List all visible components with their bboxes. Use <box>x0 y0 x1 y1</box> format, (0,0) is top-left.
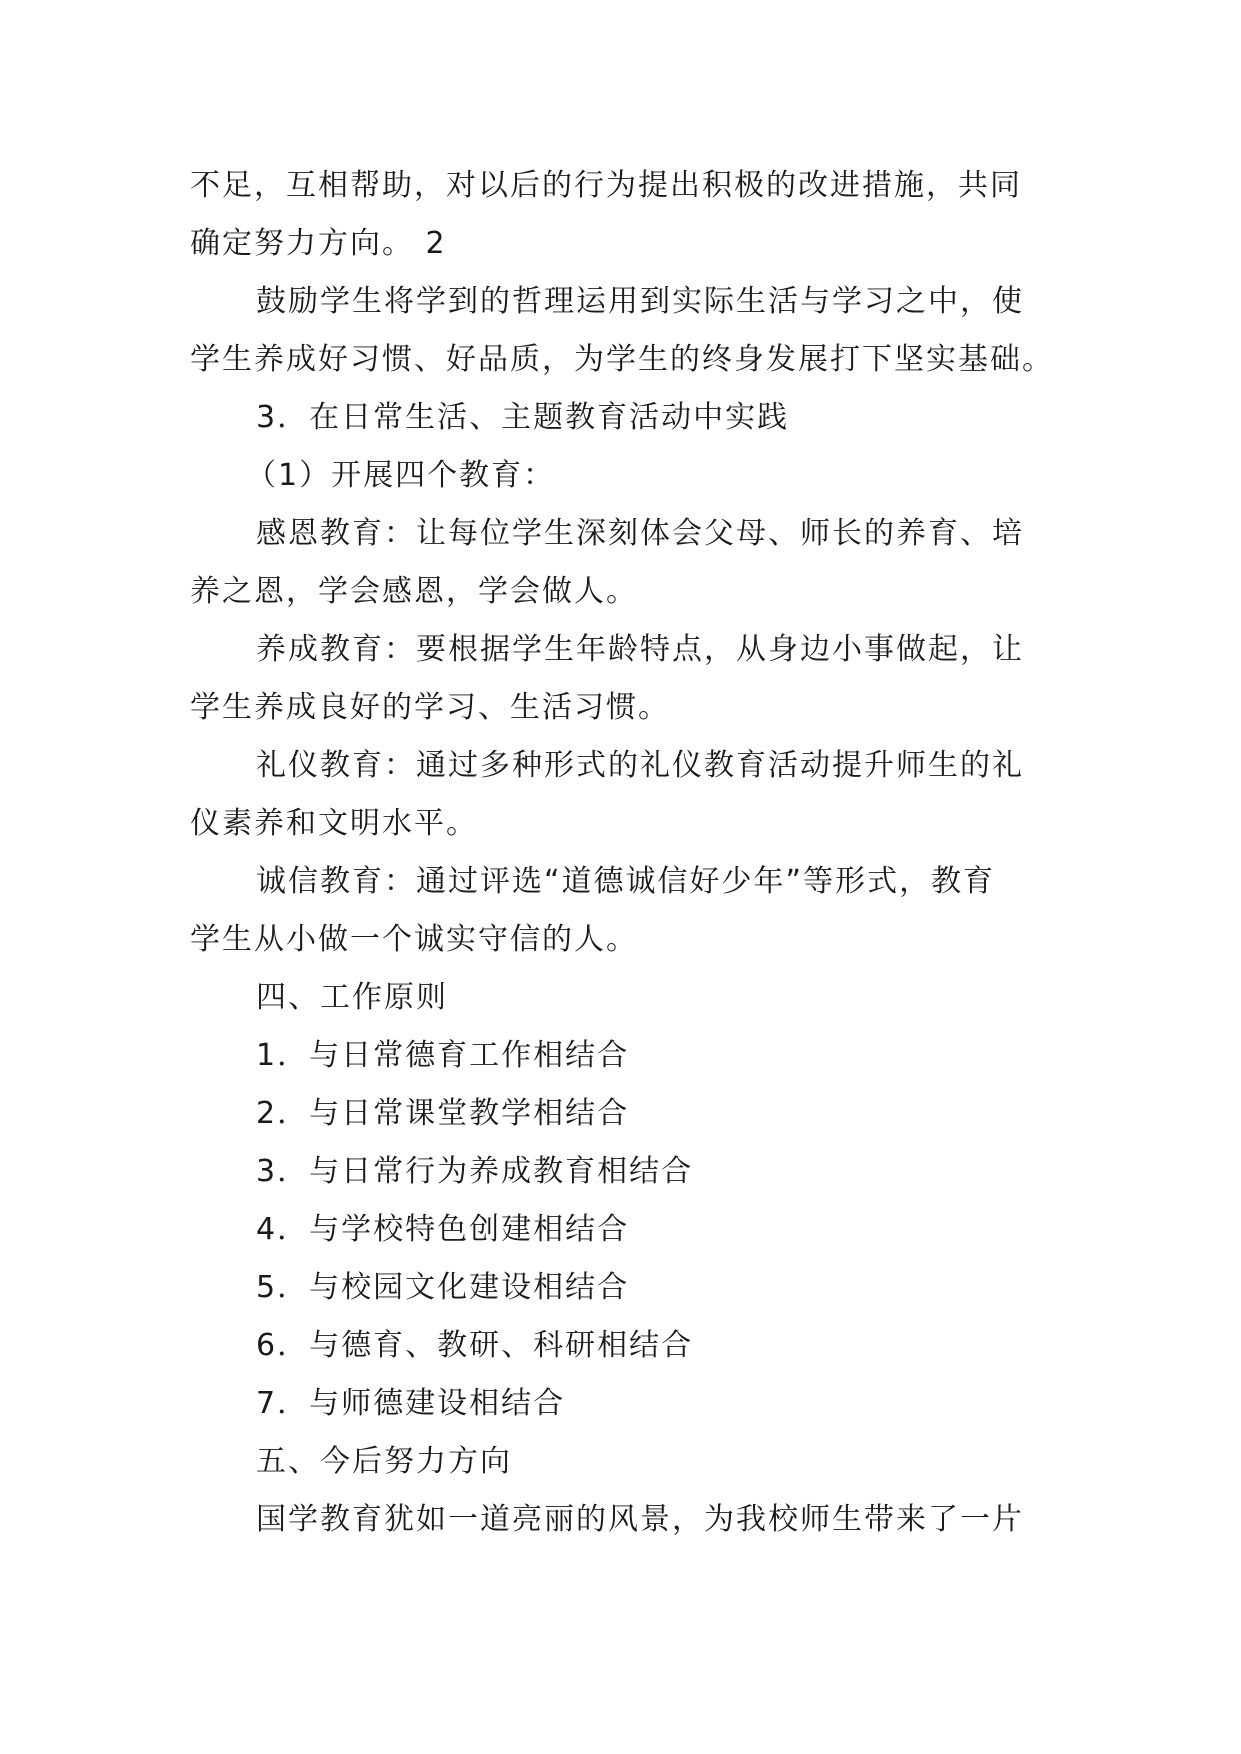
list-item: 1．与日常德育工作相结合 <box>256 1038 630 1073</box>
text-line: 确定努力方向。 2 <box>190 226 447 261</box>
section-heading: 四、工作原则 <box>256 980 448 1015</box>
text-line: 国学教育犹如一道亮丽的风景，为我校师生带来了一片 <box>256 1502 1024 1537</box>
text-line: 仪素养和文明水平。 <box>190 806 478 841</box>
text-line: 礼仪教育：通过多种形式的礼仪教育活动提升师生的礼 <box>256 748 1024 783</box>
text-line: 学生养成好习惯、好品质，为学生的终身发展打下坚实基础。 <box>190 342 1054 377</box>
list-item: 5．与校园文化建设相结合 <box>256 1270 630 1305</box>
text-line: 不足，互相帮助，对以后的行为提出积极的改进措施，共同 <box>190 168 1022 203</box>
text-line: 学生养成良好的学习、生活习惯。 <box>190 690 670 725</box>
text-line: （1）开展四个教育： <box>246 458 556 493</box>
text-line: 养成教育：要根据学生年龄特点，从身边小事做起，让 <box>256 632 1024 667</box>
list-item: 3．与日常行为养成教育相结合 <box>256 1154 694 1189</box>
text-line: 感恩教育：让每位学生深刻体会父母、师长的养育、培 <box>256 516 1024 551</box>
text-line: 养之恩，学会感恩，学会做人。 <box>190 574 638 609</box>
list-item: 6．与德育、教研、科研相结合 <box>256 1328 694 1363</box>
text-line: 3．在日常生活、主题教育活动中实践 <box>256 400 790 435</box>
list-item: 2．与日常课堂教学相结合 <box>256 1096 630 1131</box>
text-line: 学生从小做一个诚实守信的人。 <box>190 922 638 957</box>
text-line: 诚信教育：通过评选“道德诚信好少年”等形式，教育 <box>256 864 996 899</box>
document-body <box>190 157 1054 1549</box>
list-item: 4．与学校特色创建相结合 <box>256 1212 630 1247</box>
list-item: 7．与师德建设相结合 <box>256 1386 566 1421</box>
section-heading: 五、今后努力方向 <box>256 1444 512 1479</box>
text-line: 鼓励学生将学到的哲理运用到实际生活与学习之中，使 <box>256 284 1024 319</box>
